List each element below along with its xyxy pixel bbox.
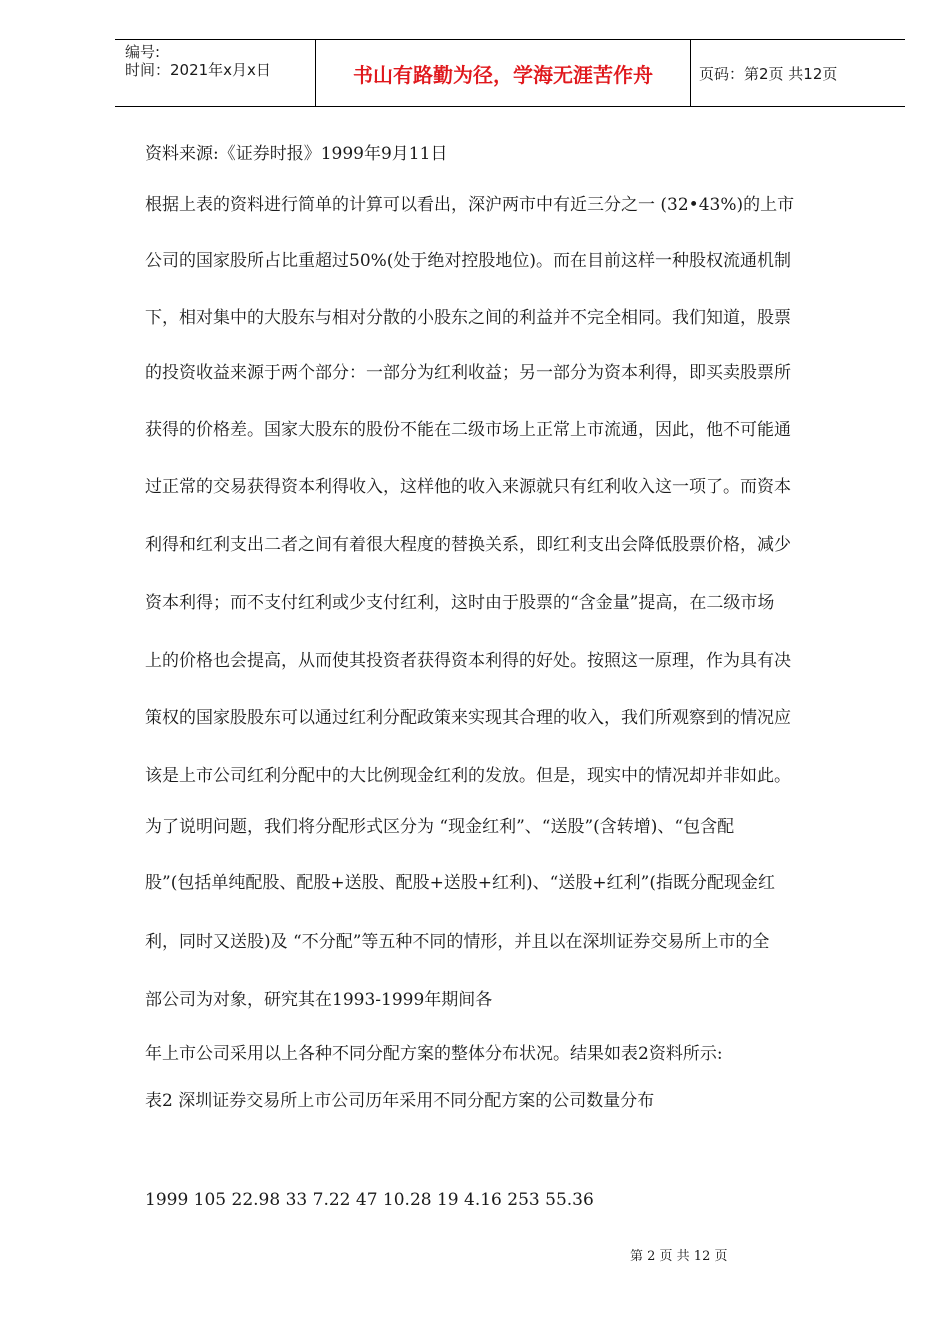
body-line: 策权的国家股股东可以通过红利分配政策来实现其合理的收入，我们所观察到的情况应 — [145, 708, 791, 728]
header-page-label: 页码：第2页 共12页 — [699, 64, 838, 83]
body-line: 下，相对集中的大股东与相对分散的小股东之间的利益并不完全相同。我们知道，股票 — [145, 308, 791, 328]
body-line: 利得和红利支出二者之间有着很大程度的替换关系，即红利支出会降低股票价格，减少 — [145, 535, 791, 555]
body-line: 根据上表的资料进行简单的计算可以看出，深沪两市中有近三分之一 (32•43%)的上市 — [145, 195, 795, 215]
body-line: 公司的国家股所占比重超过50%(处于绝对控股地位)。而在目前这样一种股权流通机制 — [145, 251, 792, 271]
header-motto: 书山有路勤为径，学海无涯苦作舟 — [316, 40, 691, 106]
table-title: 表2 深圳证券交易所上市公司历年采用不同分配方案的公司数量分布 — [145, 1091, 655, 1111]
source-line: 资料来源:《证券时报》1999年9月11日 — [145, 144, 448, 164]
time-label: 时间：2021年x月x日 — [125, 61, 271, 79]
body-line: 的投资收益来源于两个部分：一部分为红利收益；另一部分为资本利得，即买卖股票所 — [145, 363, 791, 383]
body-line: 股”(包括单纯配股、配股+送股、配股+送股+红利)、“送股+红利”(指既分配现金红 — [145, 873, 775, 893]
body-line: 上的价格也会提高，从而使其投资者获得资本利得的好处。按照这一原理，作为具有决 — [145, 651, 791, 671]
table-row: 1999 105 22.98 33 7.22 47 10.28 19 4.16 253 55.36 — [145, 1190, 594, 1210]
page-footer: 第 2 页 共 12 页 — [630, 1249, 728, 1264]
body-line: 部公司为对象，研究其在1993-1999年期间各 — [145, 990, 493, 1010]
body-line: 过正常的交易获得资本利得收入，这样他的收入来源就只有红利收入这一项了。而资本 — [145, 477, 791, 497]
page-header — [115, 39, 905, 107]
body-line: 为了说明问题，我们将分配形式区分为 “现金红利”、“送股”(含转增)、“包含配 — [145, 817, 735, 837]
header-meta — [115, 40, 316, 106]
number-label: 编号: — [125, 43, 161, 61]
body-line: 利，同时又送股)及 “不分配”等五种不同的情形，并且以在深圳证券交易所上市的全 — [145, 932, 770, 952]
body-line: 该是上市公司红利分配中的大比例现金红利的发放。但是，现实中的情况却并非如此。 — [145, 766, 791, 786]
body-line: 获得的价格差。国家大股东的股份不能在二级市场上正常上市流通，因此，他不可能通 — [145, 420, 791, 440]
body-line: 资本利得；而不支付红利或少支付红利，这时由于股票的“含金量”提高，在二级市场 — [145, 593, 775, 613]
body-line-continued: 年上市公司采用以上各种不同分配方案的整体分布状况。结果如表2资料所示: — [145, 1044, 723, 1064]
